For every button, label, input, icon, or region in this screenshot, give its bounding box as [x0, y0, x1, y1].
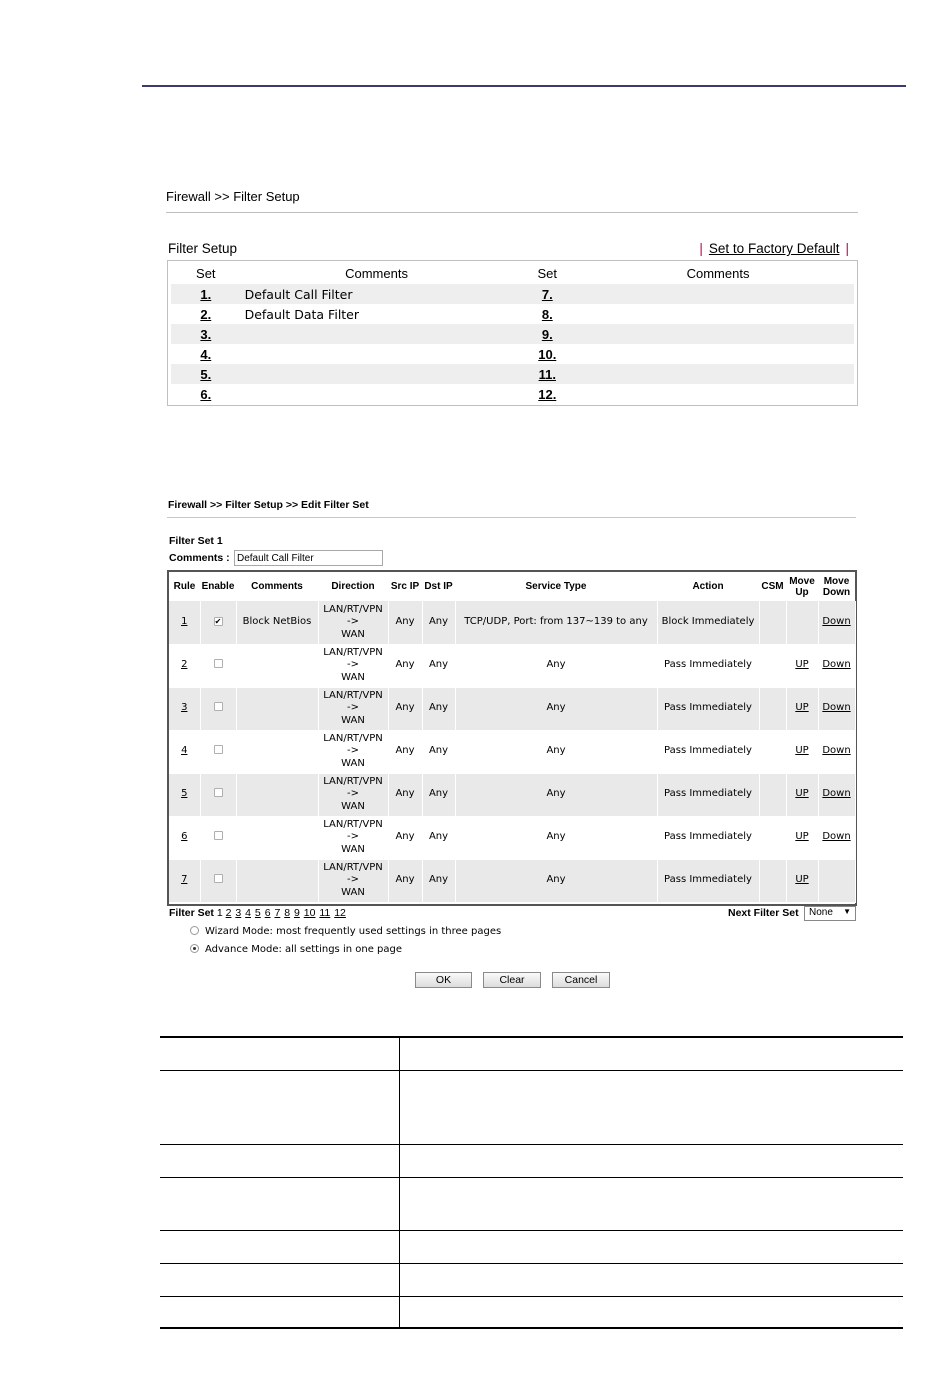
filter-setup-title: Filter Setup	[168, 241, 238, 256]
service-type-cell: Any	[455, 859, 657, 902]
move-down-cell	[818, 773, 855, 816]
page-header-rule	[142, 85, 906, 87]
action-cell: Pass Immediately	[657, 859, 759, 902]
pager-label: Filter Set	[169, 907, 214, 919]
direction-cell	[318, 687, 388, 730]
move-up-cell	[786, 644, 818, 687]
rule-link[interactable]: 4	[181, 745, 188, 757]
col-action: Action	[692, 581, 724, 592]
move-up-link[interactable]: UP	[795, 702, 809, 714]
advance-mode-radio[interactable]	[190, 944, 199, 953]
src-ip-cell: Any	[388, 730, 422, 773]
src-ip-cell: Any	[388, 859, 422, 902]
pager-link[interactable]: 9	[293, 907, 300, 919]
set-cell	[171, 284, 241, 304]
src-ip-cell: Any	[388, 644, 422, 687]
doc-table-bottom-border	[160, 1327, 903, 1329]
set-cell	[171, 304, 241, 324]
move-down-cell	[818, 859, 855, 902]
col-direction: Direction	[331, 581, 375, 592]
move-up-link[interactable]: UP	[795, 659, 809, 671]
move-up-link[interactable]: UP	[795, 788, 809, 800]
set-link[interactable]: 2.	[200, 306, 212, 322]
move-down-cell	[818, 730, 855, 773]
set-comment	[582, 364, 854, 384]
direction-from: LAN/RT/VPN	[323, 818, 383, 830]
col-dst-ip: Dst IP	[424, 581, 453, 592]
set-link[interactable]: 10.	[538, 346, 557, 362]
doc-table-row-divider	[160, 1177, 903, 1178]
col-move-down	[818, 572, 855, 601]
rule-cell	[169, 773, 200, 816]
col-src-ip: Src IP	[390, 581, 420, 592]
dst-ip-cell: Any	[422, 644, 455, 687]
set-link[interactable]: 11.	[538, 366, 556, 382]
direction-arrow: ->	[347, 702, 359, 714]
enable-cell	[200, 644, 236, 687]
doc-table-column-divider	[399, 1037, 400, 1328]
dst-ip-cell: Any	[422, 687, 455, 730]
direction-to: WAN	[341, 843, 365, 855]
src-ip-cell: Any	[388, 773, 422, 816]
dst-ip-cell: Any	[422, 859, 455, 902]
move-up-cell	[786, 816, 818, 859]
set-comment	[241, 384, 513, 404]
csm-cell	[759, 859, 786, 902]
pager-current: 1	[216, 907, 223, 919]
direction-arrow: ->	[347, 788, 359, 800]
set-cell	[512, 384, 582, 404]
src-ip-cell: Any	[388, 601, 422, 644]
col-set: Set	[537, 266, 558, 281]
set-comment	[582, 384, 854, 404]
comments-input[interactable]	[234, 550, 383, 566]
move-down-link[interactable]: Down	[822, 659, 851, 671]
rule-cell	[169, 859, 200, 902]
set-link[interactable]: 4.	[200, 346, 212, 362]
move-down-cell	[818, 816, 855, 859]
enable-cell	[200, 601, 236, 644]
set-comment	[582, 324, 854, 344]
set-link[interactable]: 8.	[541, 306, 553, 322]
set-cell	[171, 324, 241, 344]
advance-mode-option[interactable]	[190, 944, 402, 955]
csm-cell	[759, 773, 786, 816]
breadcrumb-divider	[167, 517, 856, 518]
rule-cell	[169, 644, 200, 687]
pager-link[interactable]: 6	[264, 907, 271, 919]
direction-arrow: ->	[347, 745, 359, 757]
set-comment	[241, 344, 513, 364]
filter-set-row	[171, 364, 854, 384]
direction-arrow: ->	[347, 831, 359, 843]
action-cell: Pass Immediately	[657, 730, 759, 773]
move-down-link[interactable]: Down	[822, 616, 851, 627]
move-up-cell	[786, 859, 818, 902]
enable-cell	[200, 730, 236, 773]
action-cell: Pass Immediately	[657, 644, 759, 687]
col-comments: Comments	[251, 581, 303, 592]
enable-cell	[200, 687, 236, 730]
col-move-up-l1: Move	[789, 575, 815, 587]
rule-row	[169, 773, 855, 816]
enable-checkbox[interactable]: ✔	[214, 617, 222, 626]
rule-list	[167, 570, 857, 906]
direction-from: LAN/RT/VPN	[323, 689, 383, 701]
wizard-mode-label: Wizard Mode: most frequently used settings in three pages	[205, 926, 502, 937]
enable-cell	[200, 816, 236, 859]
filter-setup-links	[693, 241, 855, 256]
col-move-down-l1: Move	[823, 575, 850, 587]
rule-comment	[236, 816, 318, 859]
rule-link[interactable]: 7	[181, 874, 188, 886]
rule-link[interactable]: 6	[181, 831, 188, 843]
direction-from: LAN/RT/VPN	[323, 732, 383, 744]
set-comment: Default Call Filter	[241, 284, 513, 304]
rule-row	[169, 644, 855, 687]
direction-cell	[318, 601, 388, 644]
col-set: Set	[196, 266, 216, 281]
col-comments: Comments	[686, 266, 750, 281]
rule-comment	[236, 730, 318, 773]
set-link[interactable]: 12.	[538, 386, 557, 402]
cancel-button[interactable]: Cancel	[552, 972, 610, 988]
move-down-link[interactable]: Down	[822, 702, 851, 714]
enable-checkbox[interactable]	[214, 659, 223, 668]
service-type-cell: Any	[455, 644, 657, 687]
dst-ip-cell: Any	[422, 601, 455, 644]
move-up-cell	[786, 730, 818, 773]
rule-table	[169, 572, 856, 903]
doc-table-top-border	[160, 1036, 903, 1038]
filter-set-table	[171, 263, 854, 404]
rule-comment	[236, 859, 318, 902]
move-down-link[interactable]: Down	[822, 788, 851, 800]
action-cell: Pass Immediately	[657, 687, 759, 730]
dropdown-arrow-icon: ▼	[843, 907, 851, 916]
direction-from: LAN/RT/VPN	[323, 646, 383, 658]
set-comment	[582, 284, 854, 304]
set-cell	[171, 344, 241, 364]
pager-link[interactable]: 5	[254, 907, 261, 919]
ok-button[interactable]: OK	[415, 972, 472, 988]
set-comment	[241, 364, 513, 384]
service-type-cell: Any	[455, 816, 657, 859]
csm-cell	[759, 816, 786, 859]
service-type-cell: Any	[455, 730, 657, 773]
set-comment	[582, 304, 854, 324]
direction-from: LAN/RT/VPN	[323, 861, 383, 873]
direction-to: WAN	[341, 886, 365, 898]
service-type-cell: Any	[455, 687, 657, 730]
enable-checkbox[interactable]	[214, 745, 223, 754]
move-down-cell	[818, 601, 855, 644]
col-csm: CSM	[761, 581, 784, 592]
set-cell	[171, 384, 241, 404]
csm-cell	[759, 687, 786, 730]
direction-to: WAN	[341, 757, 365, 769]
col-move-up	[786, 572, 818, 601]
rule-row	[169, 816, 855, 859]
move-down-link[interactable]: Down	[822, 831, 851, 843]
edit-breadcrumb: Firewall >> Filter Setup >> Edit Filter Set	[168, 499, 369, 511]
col-move-down-l2: Down	[822, 586, 851, 598]
dst-ip-cell: Any	[422, 773, 455, 816]
set-cell	[512, 324, 582, 344]
set-link[interactable]: 6.	[200, 386, 212, 402]
col-service-type: Service Type	[525, 581, 587, 592]
wizard-mode-option[interactable]	[190, 926, 501, 937]
direction-to: WAN	[341, 714, 365, 726]
direction-arrow: ->	[347, 616, 359, 627]
rule-link[interactable]: 3	[181, 702, 188, 714]
enable-checkbox[interactable]	[214, 831, 223, 840]
pager-link[interactable]: 4	[245, 907, 251, 919]
service-type-cell: TCP/UDP, Port: from 137~139 to any	[455, 601, 657, 644]
move-down-cell	[818, 644, 855, 687]
move-up-link[interactable]: UP	[795, 831, 809, 843]
direction-arrow: ->	[347, 659, 359, 671]
rule-link[interactable]: 2	[181, 659, 188, 671]
direction-arrow: ->	[347, 874, 359, 886]
direction-to: WAN	[341, 671, 365, 683]
direction-from: LAN/RT/VPN	[323, 603, 383, 615]
enable-checkbox[interactable]	[214, 788, 223, 797]
rule-cell	[169, 730, 200, 773]
pager-link[interactable]: 12	[334, 907, 346, 919]
filter-set-row	[171, 344, 854, 364]
set-link[interactable]: 1.	[200, 286, 212, 302]
src-ip-cell: Any	[388, 816, 422, 859]
set-cell	[171, 364, 241, 384]
direction-to: WAN	[341, 800, 365, 812]
next-filter-set-label: Next Filter Set	[728, 907, 799, 919]
rule-row	[169, 859, 855, 902]
direction-cell	[318, 859, 388, 902]
src-ip-cell: Any	[388, 687, 422, 730]
action-cell: Block Immediately	[657, 601, 759, 644]
rule-comment	[236, 687, 318, 730]
direction-cell	[318, 730, 388, 773]
rule-row	[169, 730, 855, 773]
breadcrumb-divider	[166, 212, 858, 213]
enable-checkbox[interactable]	[214, 874, 223, 883]
move-up-cell	[786, 773, 818, 816]
rule-row	[169, 601, 855, 644]
set-cell	[512, 364, 582, 384]
filter-set-pager	[169, 907, 347, 919]
dst-ip-cell: Any	[422, 816, 455, 859]
move-down-link[interactable]: Down	[822, 745, 851, 757]
wizard-mode-radio[interactable]	[190, 926, 199, 935]
service-type-cell: Any	[455, 773, 657, 816]
filter-set-list	[167, 260, 858, 406]
move-down-cell	[818, 687, 855, 730]
rule-link[interactable]: 5	[181, 788, 188, 800]
pager-link[interactable]: 8	[284, 907, 291, 919]
filter-set-row	[171, 384, 854, 404]
rule-cell	[169, 687, 200, 730]
doc-table-row-divider	[160, 1230, 903, 1231]
set-link[interactable]: 5.	[200, 366, 212, 382]
rule-row	[169, 687, 855, 730]
clear-button[interactable]: Clear	[483, 972, 541, 988]
pager-link[interactable]: 10	[303, 907, 316, 919]
breadcrumb: Firewall >> Filter Setup	[166, 189, 300, 204]
set-factory-default-link[interactable]: Set to Factory Default	[708, 241, 840, 256]
filter-set-row	[171, 284, 854, 304]
set-comment	[582, 344, 854, 364]
rule-link[interactable]: 1	[181, 616, 188, 627]
enable-cell	[200, 859, 236, 902]
direction-cell	[318, 773, 388, 816]
move-up-link[interactable]: UP	[795, 874, 809, 886]
move-up-cell	[786, 687, 818, 730]
filter-set-row	[171, 324, 854, 344]
doc-table-row-divider	[160, 1144, 903, 1145]
set-link[interactable]: 7.	[541, 286, 553, 302]
csm-cell	[759, 644, 786, 687]
direction-from: LAN/RT/VPN	[323, 775, 383, 787]
set-link[interactable]: 3.	[200, 326, 212, 342]
csm-cell	[759, 601, 786, 644]
col-move-up-l2: Up	[795, 586, 809, 598]
set-comment	[241, 324, 513, 344]
dst-ip-cell: Any	[422, 730, 455, 773]
set-cell	[512, 284, 582, 304]
rule-cell	[169, 601, 200, 644]
doc-table-row-divider	[160, 1296, 903, 1297]
advance-mode-label: Advance Mode: all settings in one page	[205, 944, 402, 955]
pager-link[interactable]: 11	[319, 907, 331, 919]
doc-table-row-divider	[160, 1263, 903, 1264]
csm-cell	[759, 730, 786, 773]
direction-to: WAN	[341, 628, 365, 640]
action-cell: Pass Immediately	[657, 773, 759, 816]
comments-label: Comments :	[169, 552, 230, 564]
enable-checkbox[interactable]	[214, 702, 223, 711]
link-separator: |	[845, 241, 849, 256]
col-enable: Enable	[201, 581, 235, 592]
rule-comment	[236, 773, 318, 816]
pager-link[interactable]: 3	[235, 907, 242, 919]
pager-links	[226, 907, 347, 919]
doc-table-row-divider	[160, 1070, 903, 1071]
set-comment: Default Data Filter	[244, 306, 360, 322]
set-link[interactable]: 9.	[541, 326, 553, 342]
direction-cell	[318, 816, 388, 859]
link-separator: |	[699, 241, 703, 256]
pager-link[interactable]: 7	[274, 907, 281, 919]
next-filter-set-value: None	[809, 907, 833, 918]
move-up-cell	[786, 601, 818, 644]
filter-set-row	[171, 304, 854, 324]
rule-cell	[169, 816, 200, 859]
rule-comment	[236, 644, 318, 687]
enable-cell	[200, 773, 236, 816]
col-comments: Comments	[345, 266, 408, 281]
col-rule: Rule	[173, 581, 196, 592]
next-filter-set-select[interactable]	[804, 906, 856, 921]
set-cell	[512, 304, 582, 324]
filter-set-title: Filter Set 1	[169, 535, 223, 547]
move-up-link[interactable]: UP	[795, 745, 809, 757]
pager-link[interactable]: 2	[225, 907, 232, 919]
set-cell	[512, 344, 582, 364]
action-cell: Pass Immediately	[657, 816, 759, 859]
rule-comment: Block NetBios	[236, 601, 318, 644]
direction-cell	[318, 644, 388, 687]
